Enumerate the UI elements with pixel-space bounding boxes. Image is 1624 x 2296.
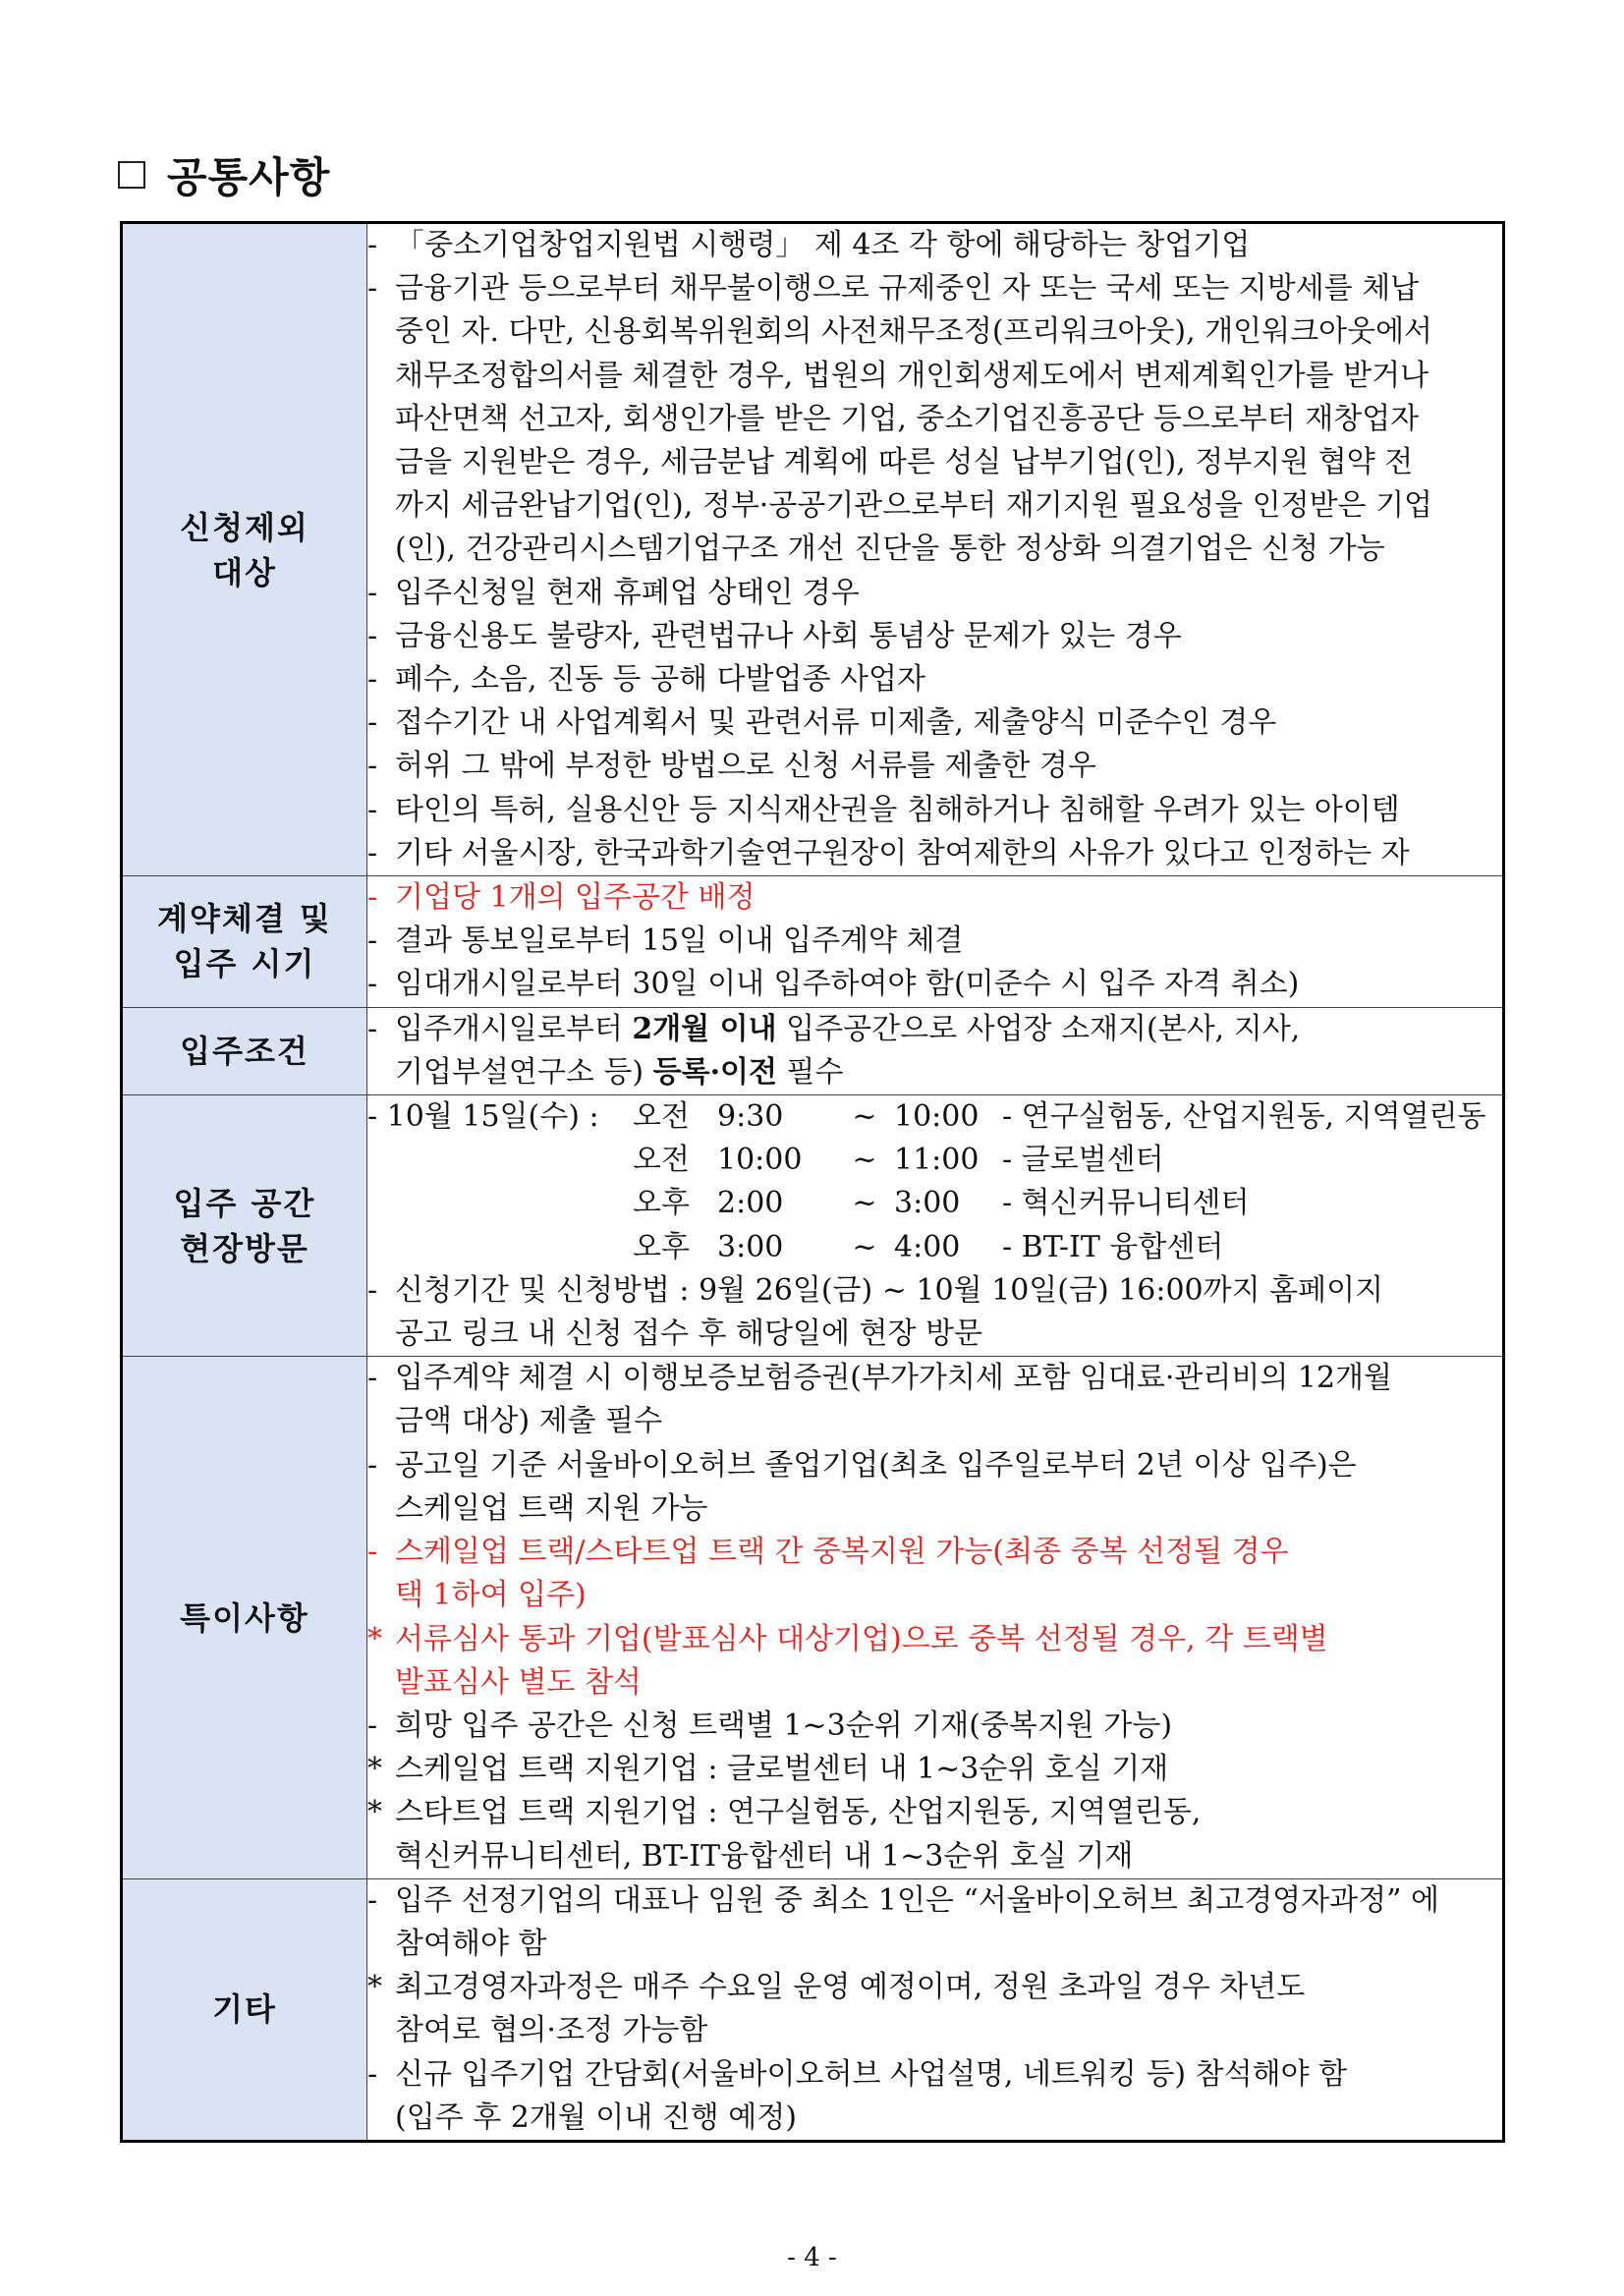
asterisk-marker: * xyxy=(367,1752,382,1787)
content-line xyxy=(367,1444,1502,1487)
content-line: 중인 자. 다만, 신용회복위원회의 사전채무조정(프리워크아웃), 개인워크아웃에서 xyxy=(395,314,1433,350)
content-etc xyxy=(367,1878,1504,2141)
schedule-place: - BT-IT 융합센터 xyxy=(1002,1229,1224,1264)
asterisk-marker: * xyxy=(367,1621,382,1656)
dash-marker: - xyxy=(367,924,378,959)
content-line xyxy=(367,1748,1502,1791)
content-line xyxy=(367,1357,1502,1400)
content-line xyxy=(367,1705,1502,1748)
label-line: 계약체결 및 xyxy=(157,900,332,938)
content-line: 금액 대상) 제출 필수 xyxy=(395,1404,663,1439)
content-line xyxy=(367,658,1502,701)
dash-marker: - xyxy=(367,967,378,1002)
content-line: 발표심사 별도 참석 xyxy=(395,1664,642,1700)
row-visit xyxy=(122,1095,1504,1357)
schedule-indent xyxy=(367,1226,633,1269)
info-table xyxy=(120,221,1505,2143)
schedule-tm: 10:00 xyxy=(717,1143,803,1178)
label-line: 특이사항 xyxy=(180,1598,309,1637)
content-line: 택 1하여 입주) xyxy=(395,1578,587,1613)
dash-marker: - xyxy=(367,880,378,916)
dash-marker: - xyxy=(367,705,378,741)
content-line xyxy=(367,701,1502,745)
content-line: 참여로 협의·조정 가능함 xyxy=(395,2013,708,2048)
schedule-tm2: 4:00 xyxy=(894,1229,961,1264)
dash-marker: - xyxy=(367,228,378,262)
row-condition xyxy=(122,1007,1504,1094)
label-special xyxy=(122,1357,367,1878)
line-text: 「중소기업창업지원법 시행령」 제 4조 각 항에 해당하는 창업기업 xyxy=(395,228,1251,262)
line-text: 금융기관 등으로부터 채무불이행으로 규제중인 자 또는 국세 또는 지방세를 체납 xyxy=(395,271,1420,307)
content-line xyxy=(367,1791,1502,1834)
dash-marker: - xyxy=(367,2056,378,2092)
content-line xyxy=(367,572,1502,615)
content-line xyxy=(367,920,1502,963)
label-condition xyxy=(122,1007,367,1094)
dash-marker: - xyxy=(367,575,378,610)
line-text: 기타 서울시장, 한국과학기술연구원장이 참여제한의 사유가 있다고 인정하는 자 xyxy=(395,835,1410,870)
content-line: 채무조정합의서를 체결한 경우, 법원의 개인회생제도에서 변제계획인가를 받거나 xyxy=(395,358,1429,393)
dash-marker: - xyxy=(367,835,378,870)
checkbox-icon xyxy=(118,161,145,189)
section-header xyxy=(118,145,330,204)
schedule-place: - 연구실험동, 산업지원동, 지역열린동 xyxy=(1002,1099,1486,1135)
schedule-line xyxy=(367,1139,1502,1182)
content-line: 공고 링크 내 신청 접수 후 해당일에 현장 방문 xyxy=(395,1316,982,1352)
content-exclusion xyxy=(367,223,1504,876)
dash-marker: - xyxy=(367,1535,378,1570)
content-visit xyxy=(367,1095,1504,1357)
line-text: 입주신청일 현재 휴폐업 상태인 경우 xyxy=(395,575,860,610)
line-text: 신규 입주기업 간담회(서울바이오허브 사업설명, 네트워킹 등) 참석해야 함 xyxy=(395,2056,1348,2092)
schedule-line xyxy=(367,1226,1502,1269)
asterisk-marker: * xyxy=(367,1795,382,1830)
content-line: 금을 지원받은 경우, 세금분납 계획에 따른 성실 납부기업(인), 정부지원 협약 전 xyxy=(395,445,1414,480)
dash-marker: - xyxy=(367,662,378,698)
line-text: 접수기간 내 사업계획서 및 관련서류 미제출, 제출양식 미준수인 경우 xyxy=(395,705,1277,741)
content-line xyxy=(367,615,1502,658)
schedule-tm2: 10:00 xyxy=(894,1099,980,1135)
schedule-line xyxy=(367,1095,1502,1139)
line-text: 희망 입주 공간은 신청 트랙별 1~3순위 기재(중복지원 가능) xyxy=(395,1708,1173,1743)
content-line xyxy=(367,832,1502,875)
content-line xyxy=(367,1618,1502,1661)
dash-marker: - xyxy=(367,1361,378,1396)
content-line xyxy=(367,1531,1502,1574)
label-line: 현장방문 xyxy=(180,1229,309,1267)
schedule-date: - 10월 15일(수) : xyxy=(367,1099,599,1135)
dash-marker: - xyxy=(367,618,378,653)
content-line: (인), 건강관리시스템기업구조 개선 진단을 통한 정상화 의결기업은 신청 가능 xyxy=(395,532,1385,567)
row-etc xyxy=(122,1878,1504,2141)
content-line xyxy=(367,1879,1502,1923)
schedule-indent xyxy=(367,1139,633,1182)
dash-marker: - xyxy=(367,1882,378,1918)
content-special xyxy=(367,1357,1504,1878)
row-exclusion xyxy=(122,223,1504,876)
label-visit xyxy=(122,1095,367,1357)
schedule-ap: 오전 xyxy=(633,1143,690,1178)
dash-marker: - xyxy=(367,792,378,827)
content-line xyxy=(367,789,1502,832)
schedule-ap: 오후 xyxy=(633,1229,690,1264)
content-contract xyxy=(367,876,1504,1008)
section-title: 공통사항 xyxy=(167,153,331,201)
label-exclusion xyxy=(122,223,367,876)
label-line: 입주조건 xyxy=(180,1032,309,1070)
line-text: 스케일업 트랙/스타트업 트랙 간 중복지원 가능(최종 중복 선정될 경우 xyxy=(395,1535,1289,1570)
content-condition xyxy=(367,1007,1504,1094)
label-contract xyxy=(122,876,367,1008)
line-text: 금융신용도 불량자, 관련법규나 사회 통념상 문제가 있는 경우 xyxy=(395,618,1182,653)
schedule-place: - 혁신커뮤니티센터 xyxy=(1002,1186,1250,1221)
line-text: 허위 그 밖에 부정한 방법으로 신청 서류를 제출한 경우 xyxy=(395,749,1096,784)
content-line: 참여해야 함 xyxy=(395,1926,547,1961)
line-text: 스케일업 트랙 지원기업 : 글로벌센터 내 1~3순위 호실 기재 xyxy=(395,1752,1169,1787)
page-number: - 4 - xyxy=(787,2243,837,2272)
content-line: 파산면책 선고자, 회생인가를 받은 기업, 중소기업진흥공단 등으로부터 재창업자 xyxy=(395,401,1420,436)
condition-line-1: - 입주개시일로부터 2개월 이내 입주공간으로 사업장 소재지(본사, 지사, xyxy=(367,1011,1301,1046)
row-special xyxy=(122,1357,1504,1878)
label-line: 대상 xyxy=(212,553,277,591)
line-text: 스타트업 트랙 지원기업 : 연구실험동, 산업지원동, 지역열린동, xyxy=(395,1795,1202,1830)
content-line: 까지 세금완납기업(인), 정부·공공기관으로부터 재기지원 필요성을 인정받은 기업 xyxy=(395,488,1433,524)
content-line xyxy=(367,745,1502,788)
condition-line-2: 기업부설연구소 등) 등록·이전 필수 xyxy=(395,1054,844,1090)
dash-marker: - xyxy=(367,1447,378,1483)
schedule-tm: 2:00 xyxy=(717,1186,784,1221)
content-line xyxy=(367,963,1502,1006)
line-text: 임대개시일로부터 30일 이내 입주하여야 함(미준수 시 입주 자격 취소) xyxy=(395,967,1300,1002)
label-line: 입주 공간 xyxy=(173,1184,316,1222)
label-line: 기타 xyxy=(212,1990,277,2029)
line-text: 신청기간 및 신청방법 : 9월 26일(금) ~ 10월 10일(금) 16:00까지 홈페이지 xyxy=(395,1272,1384,1308)
content-line: 스케일업 트랙 지원 가능 xyxy=(395,1490,708,1526)
schedule-tm2: 3:00 xyxy=(894,1186,961,1221)
content-line: 혁신커뮤니티센터, BT-IT융합센터 내 1~3순위 호실 기재 xyxy=(395,1838,1134,1874)
dash-marker: - xyxy=(367,749,378,784)
schedule-ap: 오전 xyxy=(633,1099,690,1135)
label-line: 신청제외 xyxy=(180,508,309,546)
schedule-dash: ~ xyxy=(852,1099,877,1135)
line-text: 폐수, 소음, 진동 등 공해 다발업종 사업자 xyxy=(395,662,925,698)
line-text: 최고경영자과정은 매주 수요일 운영 예정이며, 정원 초과일 경우 차년도 xyxy=(395,1970,1306,2005)
line-text: 서류심사 통과 기업(발표심사 대상기업)으로 중복 선정될 경우, 각 트랙별 xyxy=(395,1621,1328,1656)
content-line xyxy=(367,1269,1502,1313)
content-line: (입주 후 2개월 이내 진행 예정) xyxy=(395,2100,797,2135)
label-etc xyxy=(122,1878,367,2141)
schedule-line xyxy=(367,1182,1502,1225)
line-text: 입주계약 체결 시 이행보증보험증권(부가가치세 포함 임대료·관리비의 12개월 xyxy=(395,1361,1393,1396)
schedule-tm: 3:00 xyxy=(717,1229,784,1264)
line-text: 결과 통보일로부터 15일 이내 입주계약 체결 xyxy=(395,924,964,959)
dash-marker: - xyxy=(367,271,378,307)
schedule-ap: 오후 xyxy=(633,1186,690,1221)
schedule-dash: ~ xyxy=(852,1143,877,1178)
schedule-tm: 9:30 xyxy=(717,1099,784,1135)
dash-marker: - xyxy=(367,1272,378,1308)
schedule-dash: ~ xyxy=(852,1186,877,1221)
schedule-tm2: 11:00 xyxy=(894,1143,980,1178)
row-contract xyxy=(122,876,1504,1008)
content-line xyxy=(367,1966,1502,2009)
line-text: 입주 선정기업의 대표나 임원 중 최소 1인은 “서울바이오허브 최고경영자과정” 에 xyxy=(395,1882,1439,1918)
line-text: 공고일 기준 서울바이오허브 졸업기업(최초 입주일로부터 2년 이상 입주)은 xyxy=(395,1447,1357,1483)
line-text: 타인의 특허, 실용신안 등 지식재산권을 침해하거나 침해할 우려가 있는 아이템 xyxy=(395,792,1400,827)
line-text: 기업당 1개의 입주공간 배정 xyxy=(395,880,756,916)
content-line xyxy=(367,267,1502,310)
dash-marker: - xyxy=(367,1708,378,1743)
asterisk-marker: * xyxy=(367,1970,382,2005)
content-line xyxy=(367,2053,1502,2097)
schedule-dash: ~ xyxy=(852,1229,877,1264)
schedule-place: - 글로벌센터 xyxy=(1002,1143,1164,1178)
label-line: 입주 시기 xyxy=(173,945,316,983)
schedule-indent xyxy=(367,1182,633,1225)
content-line xyxy=(367,224,1502,267)
content-line xyxy=(367,876,1502,920)
